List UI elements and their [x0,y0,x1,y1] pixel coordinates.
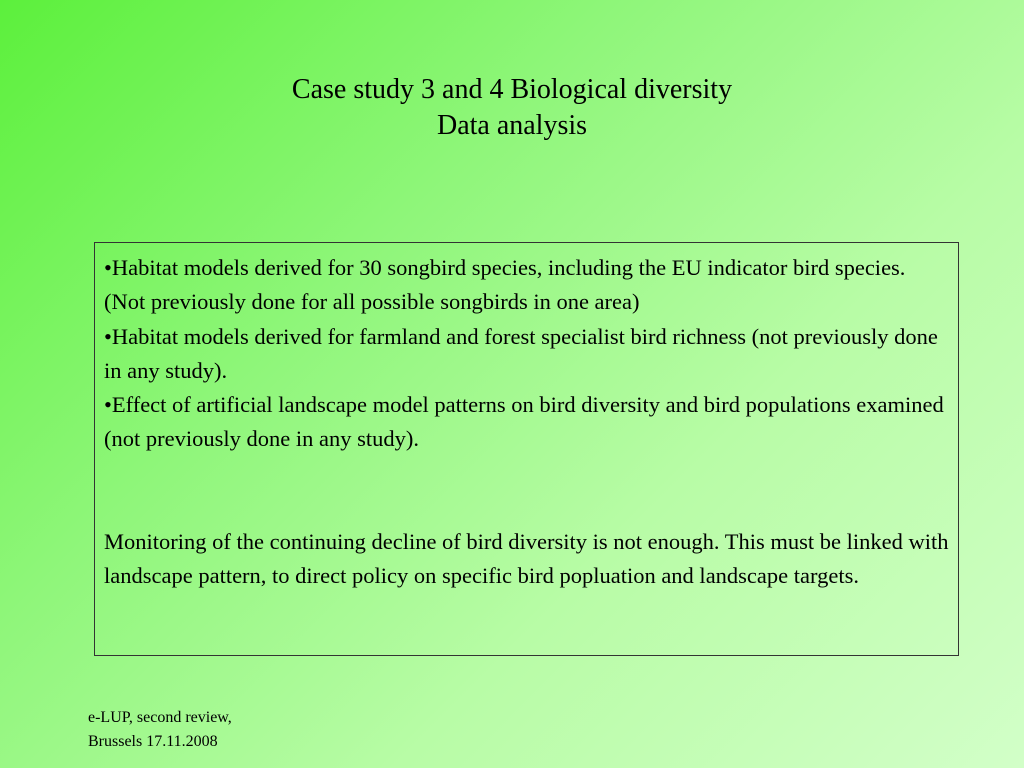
footer-line-2: Brussels 17.11.2008 [88,733,218,750]
slide-title [0,72,1024,144]
footer-line-1: e-LUP, second review, [88,709,232,726]
title-line-1: Case study 3 and 4 Biological diversity [291,74,733,105]
footer [88,706,232,754]
bullet-item-1: •Habitat models derived for 30 songbird species, including the EU indicator bird species. (Not previously done for all possible songbirds in one area) [104,255,906,315]
paragraph-spacer [104,457,950,525]
bullet-item-2: •Habitat models derived for farmland and forest specialist bird richness (not previously done in any study). [104,323,938,383]
title-line-2: Data analysis [436,110,588,141]
content-box [94,242,959,656]
closing-paragraph: Monitoring of the continuing decline of bird diversity is not enough. This must be linked with landscape pattern, to direct policy on specific bird popluation and landscape targets. [104,528,949,589]
bullet-item-3: •Effect of artificial landscape model patterns on bird diversity and bird populations examined (not previously done in any study). [104,392,944,452]
